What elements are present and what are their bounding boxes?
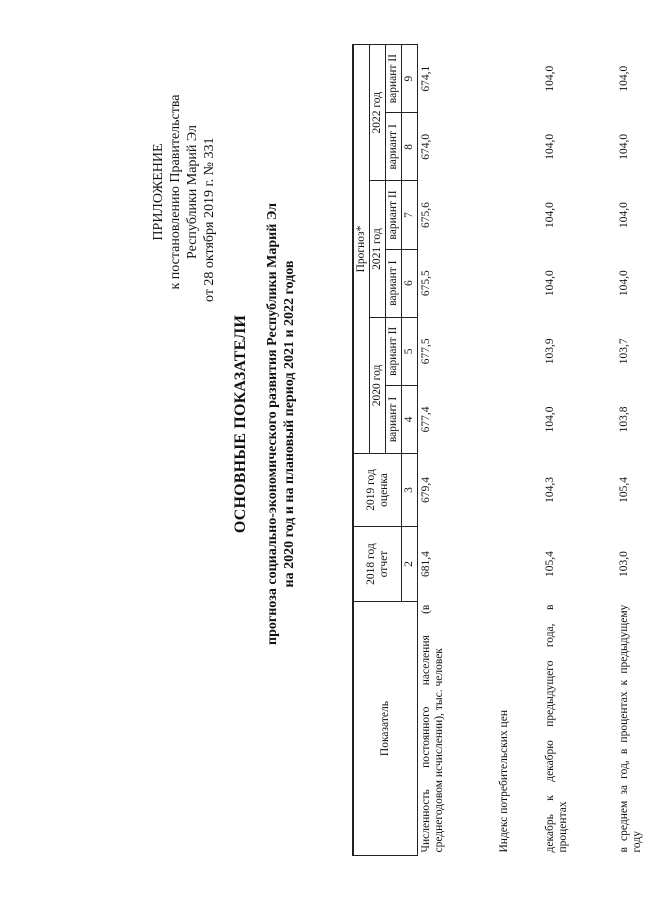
column-number: 4 bbox=[402, 385, 418, 453]
table-body bbox=[418, 45, 664, 856]
cell-value: 104,0 bbox=[618, 270, 630, 297]
table-row-section-cpi bbox=[486, 45, 528, 856]
row-label: декабрь к декабрю предыдущего года, в процентах bbox=[544, 604, 569, 853]
header-2020-variant-1: вариант I bbox=[386, 385, 402, 453]
cell-value: 104,0 bbox=[544, 133, 556, 160]
cell-value: 104,0 bbox=[544, 202, 556, 228]
header-2022: 2022 год bbox=[370, 45, 386, 181]
document-subtitle-1: прогноза социально-экономического развития Республики Марий Эл bbox=[265, 203, 280, 645]
cell-value: 104,0 bbox=[544, 406, 556, 433]
table-row-cpi-december bbox=[528, 45, 604, 856]
row-label: Численность постоянного населения (в среднегодовом исчислении), тыс. человек bbox=[420, 604, 445, 853]
cell-value: 681,4 bbox=[420, 551, 432, 577]
cell-value: 675,6 bbox=[420, 202, 432, 228]
document-title: ОСНОВНЫЕ ПОКАЗАТЕЛИ bbox=[232, 314, 249, 534]
cell-value: 103,8 bbox=[618, 406, 630, 433]
table-row-population bbox=[418, 45, 487, 856]
appendix-title: ПРИЛОЖЕНИЕ bbox=[151, 143, 166, 241]
cell-value: 103,9 bbox=[544, 338, 556, 365]
cell-value: 103,7 bbox=[618, 338, 630, 365]
table-row-cpi-average bbox=[604, 45, 664, 856]
document-subtitle-2: на 2020 год и на плановый период 2021 и 2022 годов bbox=[282, 260, 297, 588]
table-header bbox=[353, 45, 418, 856]
title-block bbox=[232, 144, 298, 704]
column-number: 5 bbox=[402, 317, 418, 385]
appendix-block bbox=[150, 62, 218, 322]
header-forecast: Прогноз* bbox=[353, 45, 370, 454]
row-label: в среднем за год, в процентах к предыдущему году bbox=[618, 604, 643, 853]
cell-value: 104,0 bbox=[544, 65, 556, 92]
header-2021-variant-2: вариант II bbox=[386, 181, 402, 249]
cell-value: 675,5 bbox=[420, 270, 432, 297]
column-number: 3 bbox=[402, 454, 418, 527]
header-2020-variant-2: вариант II bbox=[386, 317, 402, 385]
column-number: 6 bbox=[402, 249, 418, 317]
appendix-line-1: к постановлению Правительства bbox=[168, 94, 183, 290]
cell-value: 674,1 bbox=[420, 65, 432, 92]
cell-value: 677,4 bbox=[420, 406, 432, 433]
cell-value: 104,0 bbox=[618, 202, 630, 228]
header-2018: 2018 год отчет bbox=[353, 526, 402, 601]
header-indicator: Показатель bbox=[353, 602, 418, 856]
header-2022-variant-2: вариант II bbox=[386, 45, 402, 113]
header-2022-variant-1: вариант I bbox=[386, 113, 402, 181]
appendix-date-line: от 28 октября 2019 г. № 331 bbox=[202, 137, 217, 302]
cell-value: 105,4 bbox=[618, 477, 630, 503]
cell-value: 104,0 bbox=[618, 65, 630, 92]
cell-value: 103,0 bbox=[618, 551, 630, 577]
appendix-line-2: Республики Марий Эл bbox=[185, 125, 200, 259]
cell-value: 679,4 bbox=[420, 477, 432, 503]
cell-value: 674,0 bbox=[420, 133, 432, 160]
cell-value: 105,4 bbox=[544, 551, 556, 577]
column-number: 9 bbox=[402, 45, 418, 113]
section-label: Индекс потребительских цен bbox=[498, 710, 510, 853]
header-2019: 2019 год оценка bbox=[353, 454, 402, 527]
column-number: 7 bbox=[402, 181, 418, 249]
header-2020: 2020 год bbox=[370, 317, 386, 453]
header-2021-variant-1: вариант I bbox=[386, 249, 402, 317]
cell-value: 104,0 bbox=[618, 133, 630, 160]
column-number: 2 bbox=[402, 526, 418, 601]
indicators-table bbox=[352, 44, 664, 856]
cell-value: 104,0 bbox=[544, 270, 556, 297]
header-2021: 2021 год bbox=[370, 181, 386, 317]
cell-value: 677,5 bbox=[420, 338, 432, 365]
column-number: 8 bbox=[402, 113, 418, 181]
cell-value: 104,3 bbox=[544, 477, 556, 503]
